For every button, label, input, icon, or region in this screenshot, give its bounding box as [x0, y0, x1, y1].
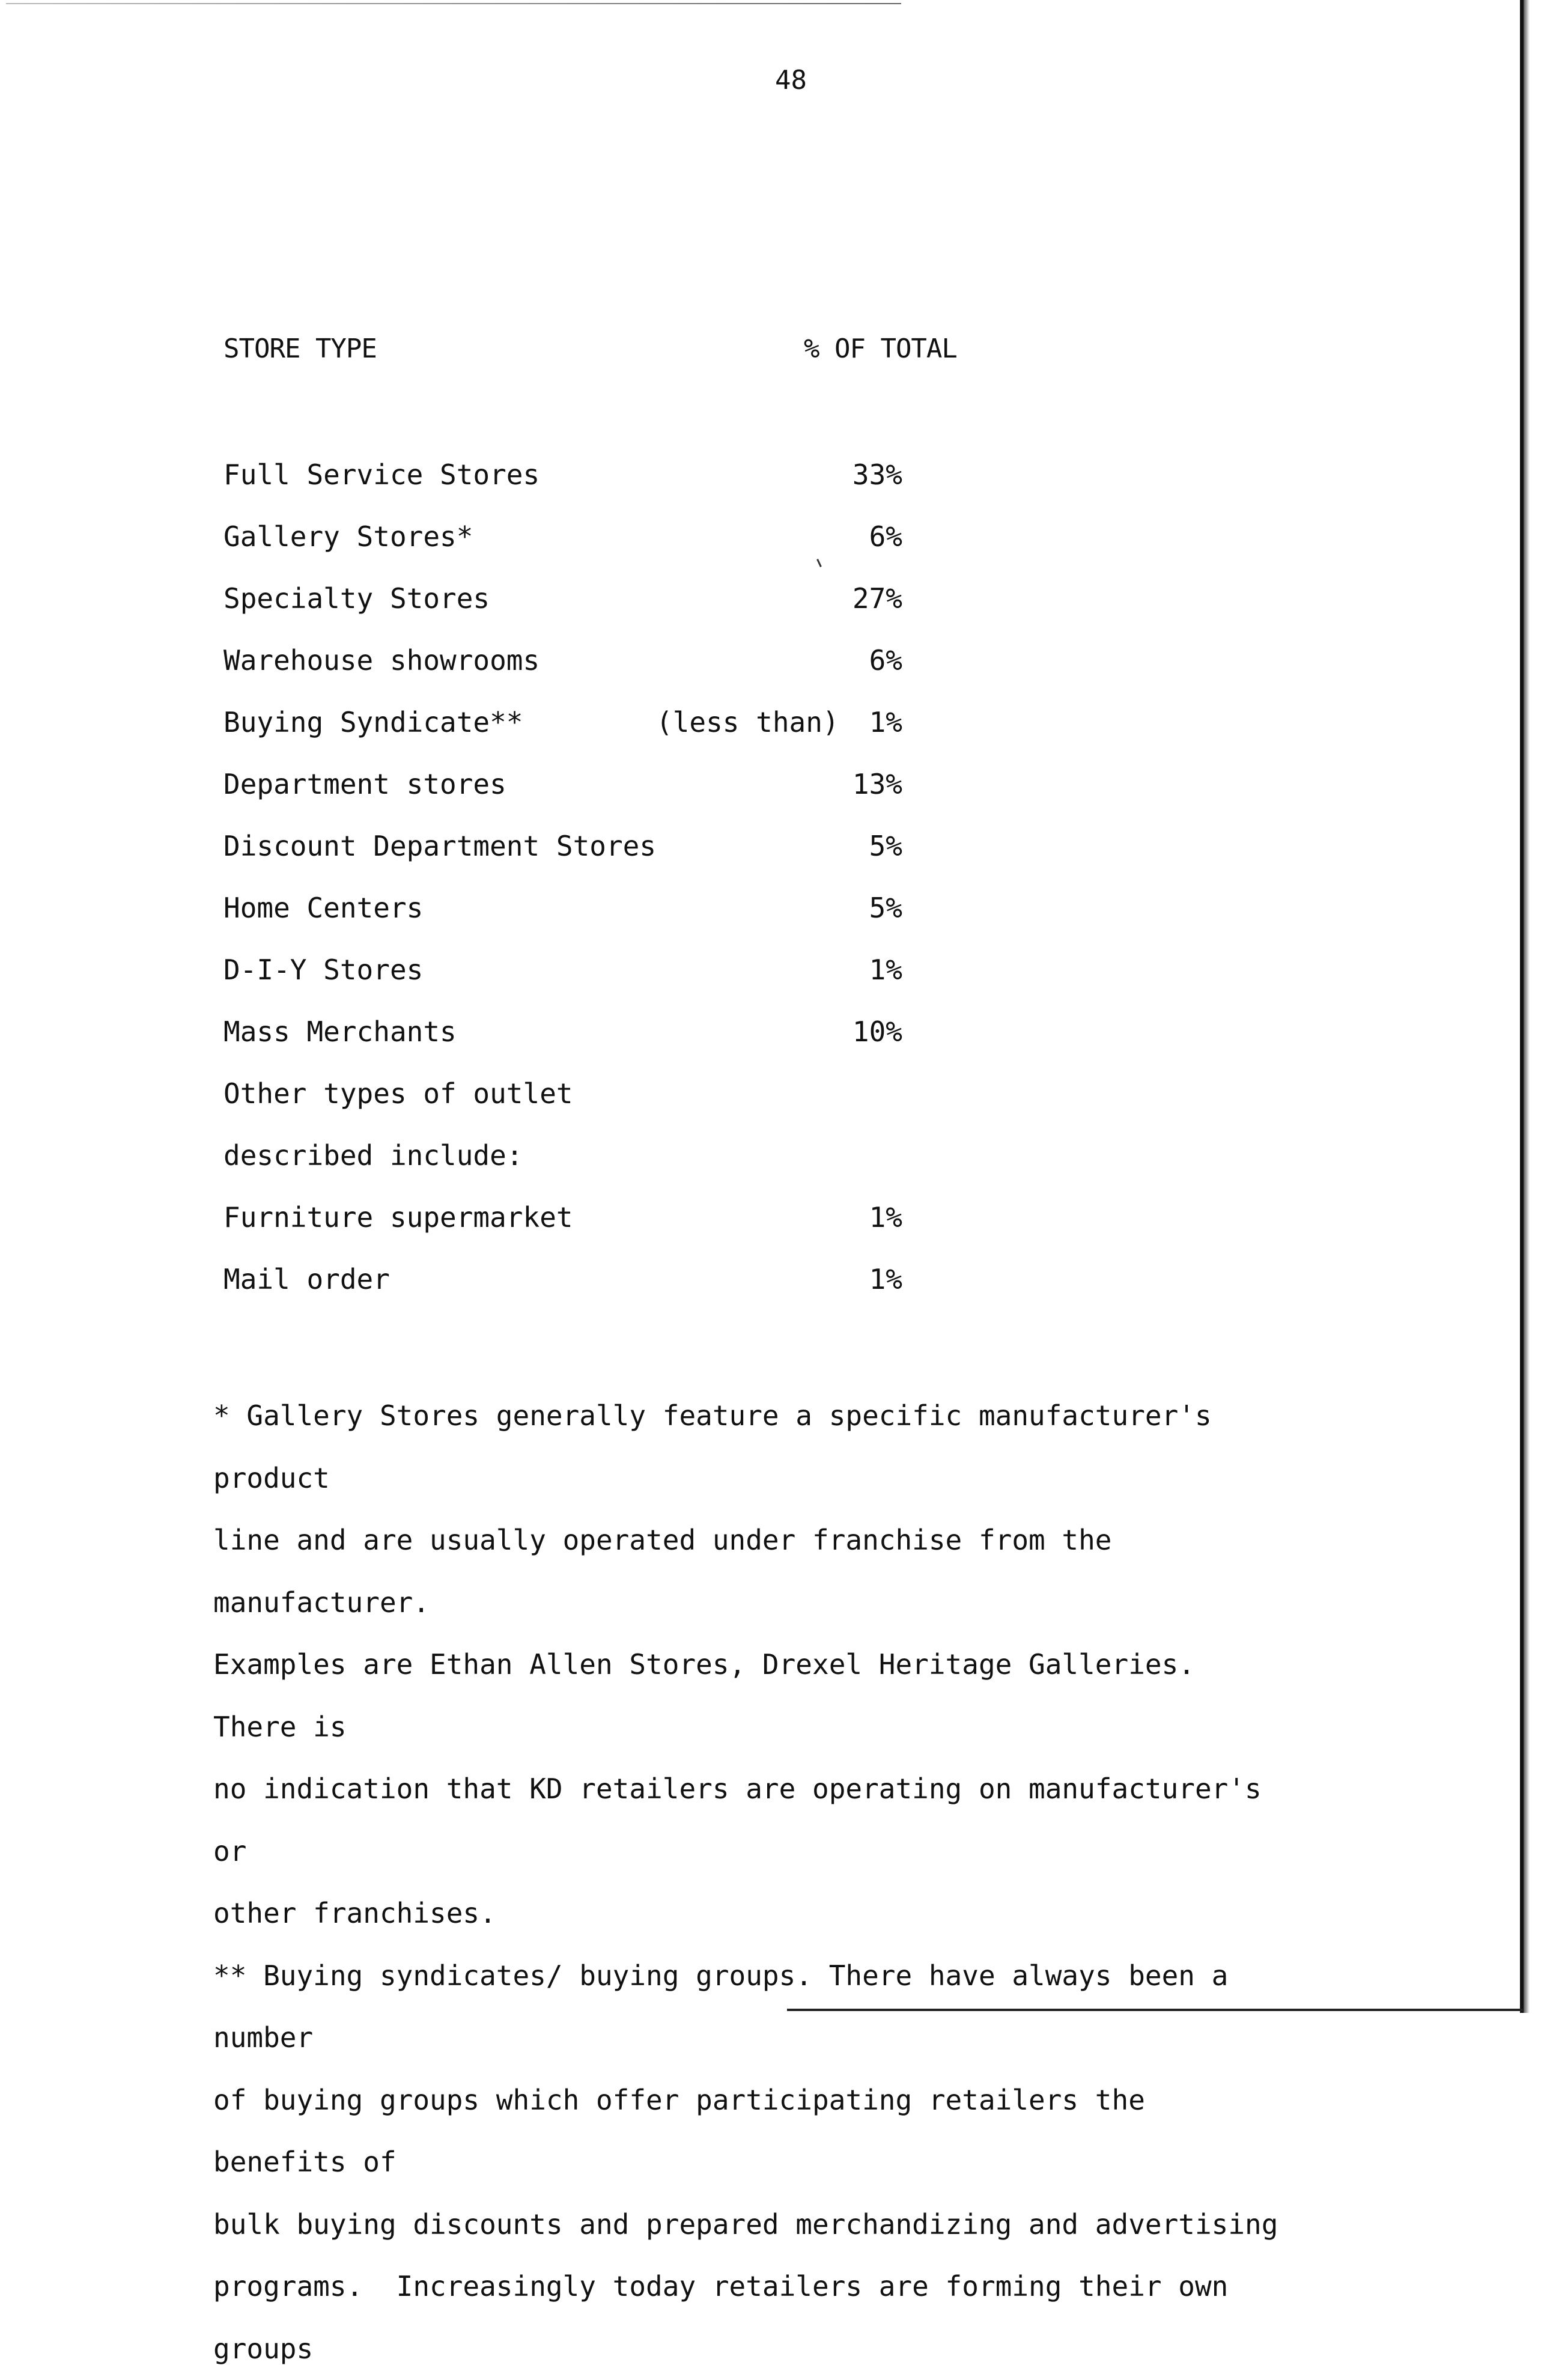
table-row	[217, 766, 938, 828]
table-row	[217, 1199, 938, 1261]
qualifier-cell: (less than)	[656, 704, 839, 740]
table-row	[217, 580, 938, 642]
percent-cell: 27%	[818, 580, 902, 616]
scan-top-rule	[6, 3, 901, 4]
percent-cell: 10%	[818, 1014, 902, 1050]
store-type-cell: Home Centers	[223, 890, 423, 926]
percent-cell: 13%	[818, 766, 902, 802]
percent-cell: 33%	[818, 457, 902, 493]
store-type-cell: Discount Department Stores	[223, 828, 656, 864]
percent-cell: 5%	[818, 890, 902, 926]
table-row	[217, 457, 938, 519]
store-type-cell: Warehouse showrooms	[223, 642, 539, 678]
store-type-cell: Buying Syndicate**	[223, 704, 523, 740]
table-row	[217, 519, 938, 580]
table-row	[217, 1137, 938, 1199]
footnotes	[213, 1385, 1295, 2380]
percent-cell: 6%	[818, 642, 902, 678]
table-row	[217, 952, 938, 1014]
store-type-cell: Other types of outlet	[223, 1076, 573, 1112]
percent-cell: 5%	[818, 828, 902, 864]
percent-cell: 1%	[818, 704, 902, 740]
percent-cell: 1%	[818, 1199, 902, 1235]
table-row	[217, 1076, 938, 1137]
percent-cell: 1%	[818, 1261, 902, 1297]
store-type-cell: Mail order	[223, 1261, 390, 1297]
table-row	[217, 1014, 938, 1076]
table-row	[217, 828, 938, 890]
scan-right-edge-shadow	[1524, 0, 1530, 2013]
table-row	[217, 1261, 938, 1323]
store-type-cell: Specialty Stores	[223, 580, 490, 616]
percent-cell: 6%	[818, 519, 902, 555]
footnote-buying-syndicates: ** Buying syndicates/ buying groups. There have always been a number of buying groups which offer participating retailers the benefits of bulk buying discounts and prepared merchandizing and advertising programs. Increasingly today retailers are forming their own groups	[213, 1945, 1295, 2380]
page-number: 48	[775, 65, 807, 96]
store-type-cell: D-I-Y Stores	[223, 952, 423, 988]
store-type-cell: Furniture supermarket	[223, 1199, 573, 1235]
store-type-cell: Department stores	[223, 766, 506, 802]
store-type-cell: Gallery Stores*	[223, 519, 473, 555]
table-row	[217, 704, 938, 766]
table-row	[217, 642, 938, 704]
percent-cell: 1%	[818, 952, 902, 988]
store-type-table	[217, 457, 938, 1323]
store-type-cell: Full Service Stores	[223, 457, 539, 493]
column-header-store-type: STORE TYPE	[223, 333, 377, 364]
store-type-cell: described include:	[223, 1137, 523, 1173]
column-header-percent-of-total: % OF TOTAL	[804, 333, 957, 364]
table-row	[217, 890, 938, 952]
store-type-cell: Mass Merchants	[223, 1014, 457, 1050]
footnote-gallery-stores: * Gallery Stores generally feature a specific manufacturer's product line and are usually operated under franchise from the manufacturer. Examples are Ethan Allen Stores, Drexel Heritage Galleries. There is no indication that KD retailers are operating on manufacturer's or other franchises.	[213, 1385, 1295, 1945]
